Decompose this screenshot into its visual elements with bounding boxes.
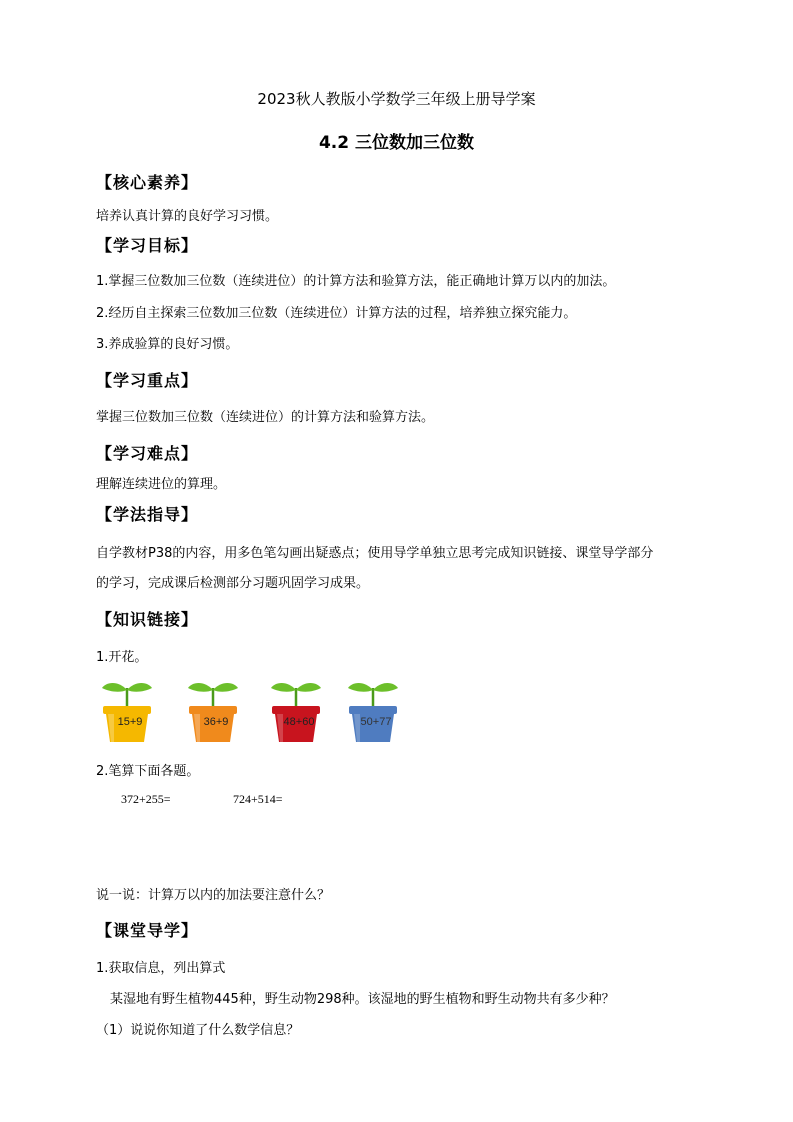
link-question-1: 1.开花。 xyxy=(96,650,148,665)
goal-item: 3.养成验算的良好习惯。 xyxy=(96,337,239,352)
section-heading-link: 【知识链接】 xyxy=(96,610,199,629)
difficulty-text: 理解连续进位的算理。 xyxy=(96,477,227,492)
pot-label: 36+9 xyxy=(203,716,229,728)
class-subquestion-1: （1）说说你知道了什么数学信息？ xyxy=(96,1023,300,1038)
section-heading-core: 【核心素养】 xyxy=(96,173,199,192)
pot-label: 15+9 xyxy=(117,716,143,728)
key-text: 掌握三位数加三位数（连续进位）的计算方法和验算方法。 xyxy=(96,410,435,425)
lesson-subtitle: 4.2 三位数加三位数 xyxy=(318,133,475,153)
class-question-1: 1.获取信息，列出算式 xyxy=(96,961,226,976)
pot-rim xyxy=(103,706,151,714)
class-problem: 某湿地有野生植物445种，野生动物298种。该湿地的野生植物和野生动物共有多少种？ xyxy=(110,992,615,1007)
core-text: 培养认真计算的良好学习习惯。 xyxy=(96,209,279,224)
document-title: 2023秋人教版小学数学三年级上册导学案 xyxy=(257,90,536,108)
pot-label: 50+77 xyxy=(360,716,392,728)
flower-pot xyxy=(183,676,243,744)
goal-item: 2.经历自主探索三位数加三位数（连续进位）计算方法的过程，培养独立探究能力。 xyxy=(96,306,577,321)
section-heading-difficulty: 【学习难点】 xyxy=(96,444,199,463)
flower-pot xyxy=(343,676,403,744)
flower-pot xyxy=(100,676,160,744)
section-heading-goals: 【学习目标】 xyxy=(96,236,199,255)
method-text-line2: 的学习，完成课后检测部分习题巩固学习成果。 xyxy=(96,576,370,591)
talk-prompt: 说一说：计算万以内的加法要注意什么？ xyxy=(96,888,331,903)
link-question-2: 2.笔算下面各题。 xyxy=(96,764,200,779)
method-text-line1: 自学教材P38的内容，用多色笔勾画出疑惑点；使用导学单独立思考完成知识链接、课堂导学部分 xyxy=(96,546,654,561)
section-heading-method: 【学法指导】 xyxy=(96,505,199,524)
goal-item: 1.掌握三位数加三位数（连续进位）的计算方法和验算方法，能正确地计算万以内的加法。 xyxy=(96,274,616,289)
calc-expression: 372+255= xyxy=(121,792,171,806)
pot-label: 48+60 xyxy=(283,716,315,728)
section-heading-key: 【学习重点】 xyxy=(96,371,199,390)
calc-expression: 724+514= xyxy=(233,792,283,806)
section-heading-class: 【课堂导学】 xyxy=(96,921,199,940)
flower-pot xyxy=(266,676,326,744)
